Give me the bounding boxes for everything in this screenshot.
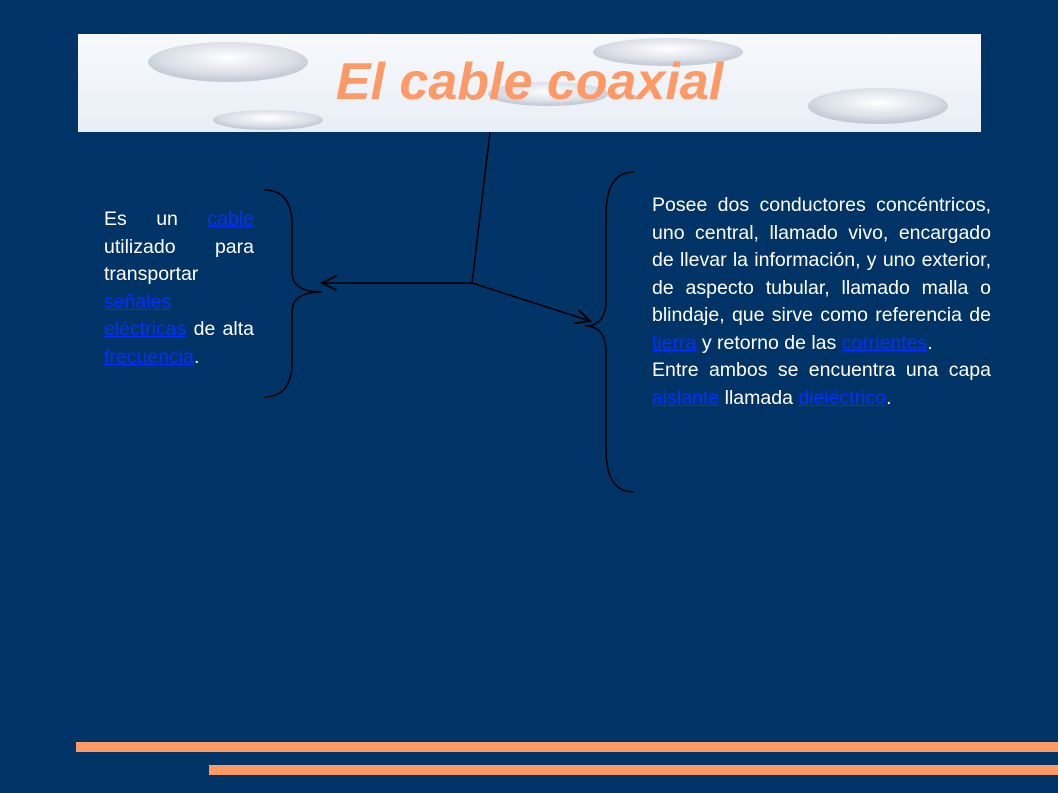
link-frecuencia[interactable]: frecuencia bbox=[104, 345, 194, 368]
text-segment: Es un bbox=[104, 208, 208, 230]
text-segment: Entre ambos se encuentra una capa bbox=[652, 359, 991, 381]
text-segment: . bbox=[927, 331, 933, 354]
link-senales-electricas[interactable]: señales eléctricas bbox=[104, 290, 187, 340]
text-segment: . bbox=[886, 386, 892, 409]
text-segment: . bbox=[193, 345, 200, 368]
link-tierra[interactable]: tierra bbox=[652, 331, 697, 354]
description-paragraph-2 bbox=[652, 357, 991, 412]
connector-line-vertical bbox=[472, 132, 490, 283]
text-segment: de alta bbox=[186, 318, 254, 340]
text-segment: llamada bbox=[719, 386, 799, 409]
brace-right bbox=[585, 172, 634, 492]
text-segment: utilizado para transportar bbox=[104, 235, 254, 285]
link-dielectrico[interactable]: dieléctrico bbox=[798, 386, 887, 409]
footer-accent-bar-secondary bbox=[209, 765, 1058, 775]
footer-accent-bar bbox=[76, 742, 1058, 752]
text-segment: y retorno de las bbox=[696, 331, 842, 354]
brace-left bbox=[264, 190, 322, 397]
link-cable[interactable]: cable bbox=[207, 208, 254, 230]
text-segment: Posee dos conductores concéntricos, uno central, llamado vivo, encargado de llevar la información, y uno exterior, de aspecto tubular, llamado malla o blindaje, que sirve como referencia de bbox=[652, 194, 991, 326]
arrow-right bbox=[472, 283, 590, 321]
description-paragraph-1 bbox=[652, 192, 991, 357]
description-text bbox=[652, 192, 991, 412]
page-title: El cable coaxial bbox=[335, 53, 724, 111]
link-corrientes[interactable]: corrientes bbox=[841, 331, 928, 354]
link-aislante[interactable]: aislante bbox=[652, 386, 720, 409]
definition-text bbox=[104, 206, 254, 371]
